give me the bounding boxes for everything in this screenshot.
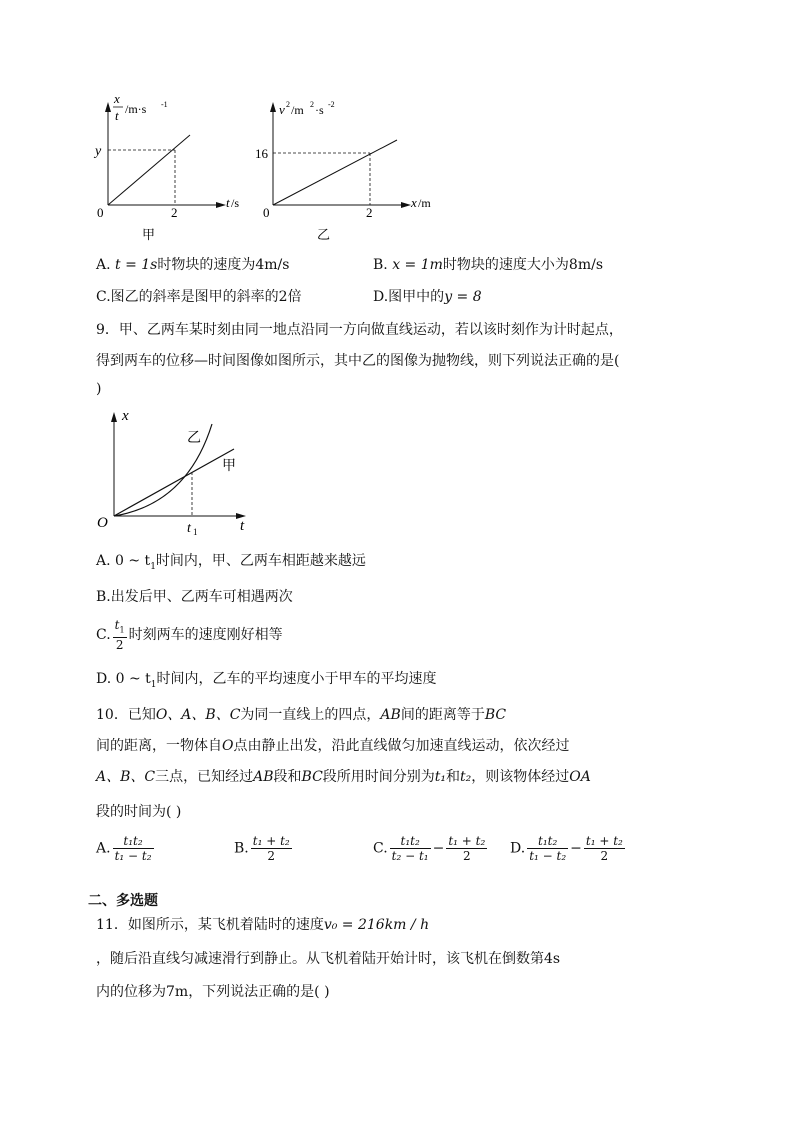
- yi-caption: 乙: [317, 227, 331, 242]
- q10-c-fraction-2: $\frac{\text{t₁ + t₂}}{2}$: [448, 834, 486, 863]
- q9-stem-2: 得到两车的位移—时间图像如图所示，其中乙的图像为抛物线，则下列说法正确的是(: [96, 353, 620, 369]
- q10-line-3: A、B、C三点，已知经过AB段和BC段所用时间分别为t₁和t₂，则该物体经过OA: [96, 769, 591, 785]
- yi-ylabel-mid: ·s: [315, 103, 324, 117]
- jia-y-arrow: [105, 102, 111, 112]
- yi-ylabel-unit: /m: [291, 103, 304, 117]
- jia-xlabel-var: t: [226, 195, 230, 210]
- q10-c-fraction-1: $\frac{\text{t₁t₂}}{\text{t₂ − t₁}}$: [391, 834, 429, 863]
- jia-ytick: y: [95, 144, 102, 159]
- q9-xlabel: t: [240, 518, 245, 534]
- q9-y-arrow: [111, 412, 117, 422]
- q11-line-2: ，随后沿直线匀减速滑行到静止。从飞机着陆开始计时，该飞机在倒数第4s: [96, 951, 561, 967]
- yi-y-arrow: [270, 102, 276, 112]
- q10-a-fraction: $\frac{\text{t₁t₂}}{\text{t₁ − t₂}}$: [114, 834, 152, 863]
- jia-ylabel-unit: /m·s: [125, 102, 147, 116]
- q10-b-fraction: $\frac{\text{t₁ + t₂}}{2}$: [252, 834, 290, 863]
- yi-origin: 0: [263, 205, 270, 220]
- yi-xlabel-unit: /m: [418, 196, 431, 210]
- yi-ylabel-exp3: -2: [328, 100, 335, 109]
- q9-option-c: C. $\frac{t_1}{2}$ 时刻两车的速度刚好相等: [96, 618, 283, 653]
- q9-option-b: B.出发后甲、乙两车可相遇两次: [96, 589, 293, 605]
- q10-line-4: 段的时间为( ): [96, 804, 182, 820]
- graph-jia: [90, 90, 260, 250]
- q9-stem-3: ): [96, 381, 102, 397]
- jia-ylabel-exp: -1: [161, 100, 168, 109]
- jia-xtick: 2: [171, 205, 178, 220]
- section-title-multi-choice: 二、多选题: [88, 893, 158, 909]
- q10-option-c: C. $\frac{\text{t₁t₂}}{\text{t₂ − t₁}}$ − $\frac{\text{t₁ + t₂}}{2}$: [373, 834, 486, 863]
- q9-line-jia: [114, 449, 234, 516]
- q10-option-b: B. $\frac{\text{t₁ + t₂}}{2}$: [234, 834, 290, 863]
- jia-caption: 甲: [142, 227, 156, 242]
- graph-yi: [255, 90, 445, 250]
- yi-ylabel-exp2: 2: [310, 100, 314, 109]
- q9-option-a: A. 0 ~ $t_1$时间内，甲、乙两车相距越来越远: [96, 553, 366, 572]
- q10-option-d: D. $\frac{\text{t₁t₂}}{\text{t₁ − t₂}}$ − $\frac{\text{t₁ + t₂}}{2}$: [510, 834, 623, 863]
- q9-ylabel: x: [122, 408, 129, 424]
- graph-q9: [92, 404, 262, 539]
- q10-option-a: A. $\frac{\text{t₁t₂}}{\text{t₁ − t₂}}$: [96, 834, 152, 863]
- q9-origin: O: [97, 515, 108, 531]
- q8-option-c: C.图乙的斜率是图甲的斜率的2倍: [96, 289, 302, 305]
- jia-line: [108, 135, 190, 205]
- q9-c-fraction: $\frac{t_1}{2}$: [114, 618, 125, 653]
- q9-tick-sub: 1: [193, 527, 198, 537]
- q9-option-d: D. 0 ~ $t_1$时间内，乙车的平均速度小于甲车的平均速度: [96, 671, 437, 690]
- yi-x-arrow: [401, 202, 411, 208]
- q9-curve-label-yi: 乙: [187, 431, 201, 446]
- q9-stem-1: 9．甲、乙两车某时刻由同一地点沿同一方向做直线运动，若以该时刻作为计时起点，: [96, 322, 623, 338]
- yi-xtick: 2: [366, 205, 373, 220]
- q8-option-d: D.图甲中的y = 8: [373, 289, 482, 305]
- q11-line-1: 11．如图所示，某飞机着陆时的速度v₀ = 216km / h: [96, 917, 430, 933]
- yi-ylabel-var: v: [279, 102, 285, 117]
- jia-xlabel-unit: /s: [231, 196, 240, 210]
- jia-x-arrow: [216, 202, 226, 208]
- q10-line-1: 10．已知O、A、B、C为同一直线上的四点，AB间的距离等于BC: [96, 707, 507, 723]
- q8-option-a: A. t = 1s时物块的速度为4m/s: [96, 257, 290, 273]
- yi-line: [273, 140, 397, 205]
- q8-option-b: B. x = 1m时物块的速度大小为8m/s: [373, 257, 604, 273]
- q9-tick-main: t: [187, 521, 191, 536]
- jia-origin: 0: [97, 205, 104, 220]
- q10-line-2: 间的距离，一物体自O点由静止出发，沿此直线做匀加速直线运动，依次经过: [96, 738, 570, 754]
- yi-ylabel-exp1: 2: [286, 100, 290, 109]
- jia-ylabel-num: x: [114, 91, 120, 106]
- q10-d-fraction-2: $\frac{\text{t₁ + t₂}}{2}$: [585, 834, 623, 863]
- jia-ylabel-den: t: [115, 108, 119, 123]
- yi-xlabel-var: x: [411, 195, 417, 210]
- yi-ytick: 16: [255, 146, 268, 161]
- q10-d-fraction-1: $\frac{\text{t₁t₂}}{\text{t₁ − t₂}}$: [529, 834, 567, 863]
- q11-line-3: 内的位移为7m，下列说法正确的是( ): [96, 984, 330, 1000]
- q9-curve-label-jia: 甲: [222, 459, 236, 474]
